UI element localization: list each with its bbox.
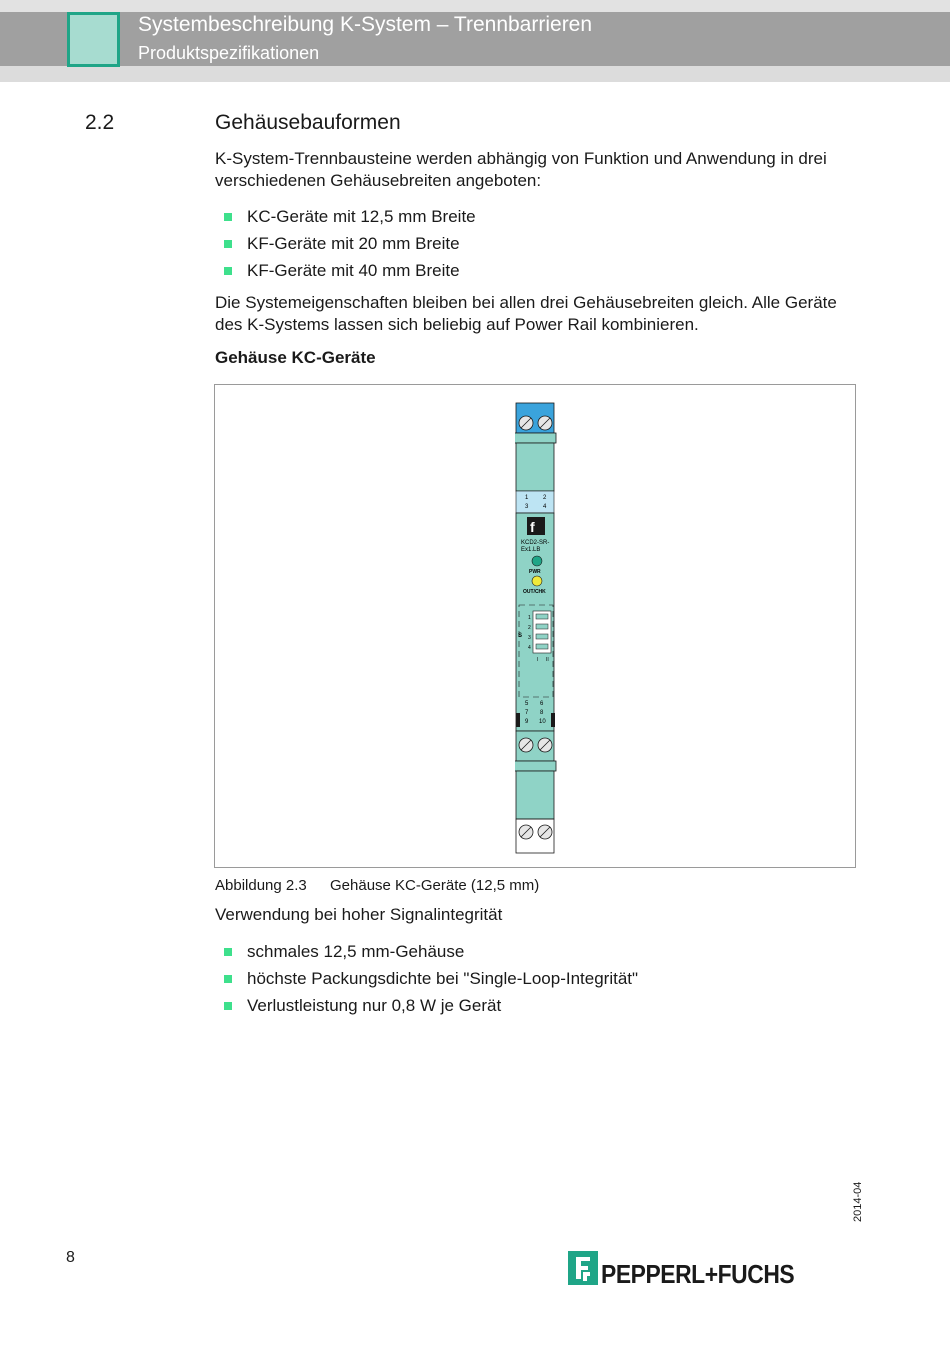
model-label: Ex1.LB [521,547,541,553]
upper-body [516,443,554,491]
list-item-text: schmales 12,5 mm-Gehäuse [247,942,465,961]
pepperl-fuchs-logo-icon [568,1251,598,1285]
list-item [215,260,476,287]
kc-device-illustration [515,401,557,855]
list-item-text: KF-Geräte mit 20 mm Breite [247,234,460,253]
terminal-label: 2 [543,495,547,501]
lower-clip [515,761,556,771]
switch-pos-label: II [546,657,549,663]
switch-row-label: 1 [528,615,531,621]
bullet-icon [224,948,232,956]
out-led-icon [532,576,542,586]
list-item-text: Verlustleistung nur 0,8 W je Gerät [247,996,502,1015]
pwr-label: PWR [529,569,541,575]
terminal-label: 5 [525,701,529,707]
document-date: 2014-04 [852,1181,864,1222]
pwr-led-icon [532,556,542,566]
list-item-text: KF-Geräte mit 40 mm Breite [247,261,460,280]
list-item [215,941,638,968]
width-list [215,206,476,287]
bullet-icon [224,1002,232,1010]
usage-list [215,941,638,1022]
terminal-label: 9 [525,719,529,725]
terminal-label-band [516,491,554,513]
switch-label: S [518,633,523,639]
switch-lever [536,614,548,619]
bullet-icon [224,240,232,248]
terminal-label: 8 [540,710,544,716]
bullet-icon [224,213,232,221]
brand-name: PEPPERL+FUCHS [601,1259,795,1289]
bullet-icon [224,975,232,983]
system-paragraph: Die Systemeigenschaften bleiben bei allen drei Gehäusebreiten gleich. Alle Geräte des K-Systems lassen sich beliebig auf Power Rail kombinieren. [215,293,837,334]
terminal-label: 1 [525,495,529,501]
model-label: KCD2-SR- [521,540,550,546]
header-square-icon [67,12,120,67]
terminal-label: 3 [525,504,529,510]
switch-pos-label: I [537,657,539,663]
list-item [215,206,476,233]
upper-clip [515,433,556,443]
list-item [215,233,476,260]
list-item-text: höchste Packungsdichte bei "Single-Loop-Integrität" [247,969,639,988]
figure-frame [214,384,856,868]
document-subtitle: Produktspezifikationen [138,43,320,63]
list-item [215,995,638,1022]
intro-paragraph: K-System-Trennbausteine werden abhängig von Funktion und Anwendung in drei verschiedenen Gehäusebreiten angeboten: [215,149,827,190]
switch-lever [536,634,548,639]
document-title: Systembeschreibung K-System – Trennbarrieren [138,13,593,36]
page-number: 8 [66,1249,75,1266]
switch-lever [536,644,548,649]
section-number: 2.2 [85,111,115,134]
figure-caption-label: Abbildung 2.3 [215,877,307,894]
switch-row-label: 4 [528,645,531,651]
section-title: Gehäusebauformen [215,111,401,134]
header-top-strip [0,0,950,12]
bullet-icon [224,267,232,275]
figure-caption-text: Gehäuse KC-Geräte (12,5 mm) [330,877,540,894]
list-item [215,968,638,995]
list-item-text: KC-Geräte mit 12,5 mm Breite [247,207,476,226]
header-bottom-strip [0,66,950,82]
switch-row-label: 3 [528,635,531,641]
subheading: Gehäuse KC-Geräte [215,348,376,367]
lower-body [516,771,554,819]
switch-row-label: 2 [528,625,531,631]
terminal-label: 10 [539,719,546,725]
svg-text:f: f [530,519,535,535]
out-chk-label: OUT/CHK [523,589,546,595]
terminal-label: 4 [543,504,547,510]
terminal-label: 6 [540,701,544,707]
terminal-label: 7 [525,710,529,716]
usage-heading: Verwendung bei hoher Signalintegrität [215,905,503,924]
switch-lever [536,624,548,629]
